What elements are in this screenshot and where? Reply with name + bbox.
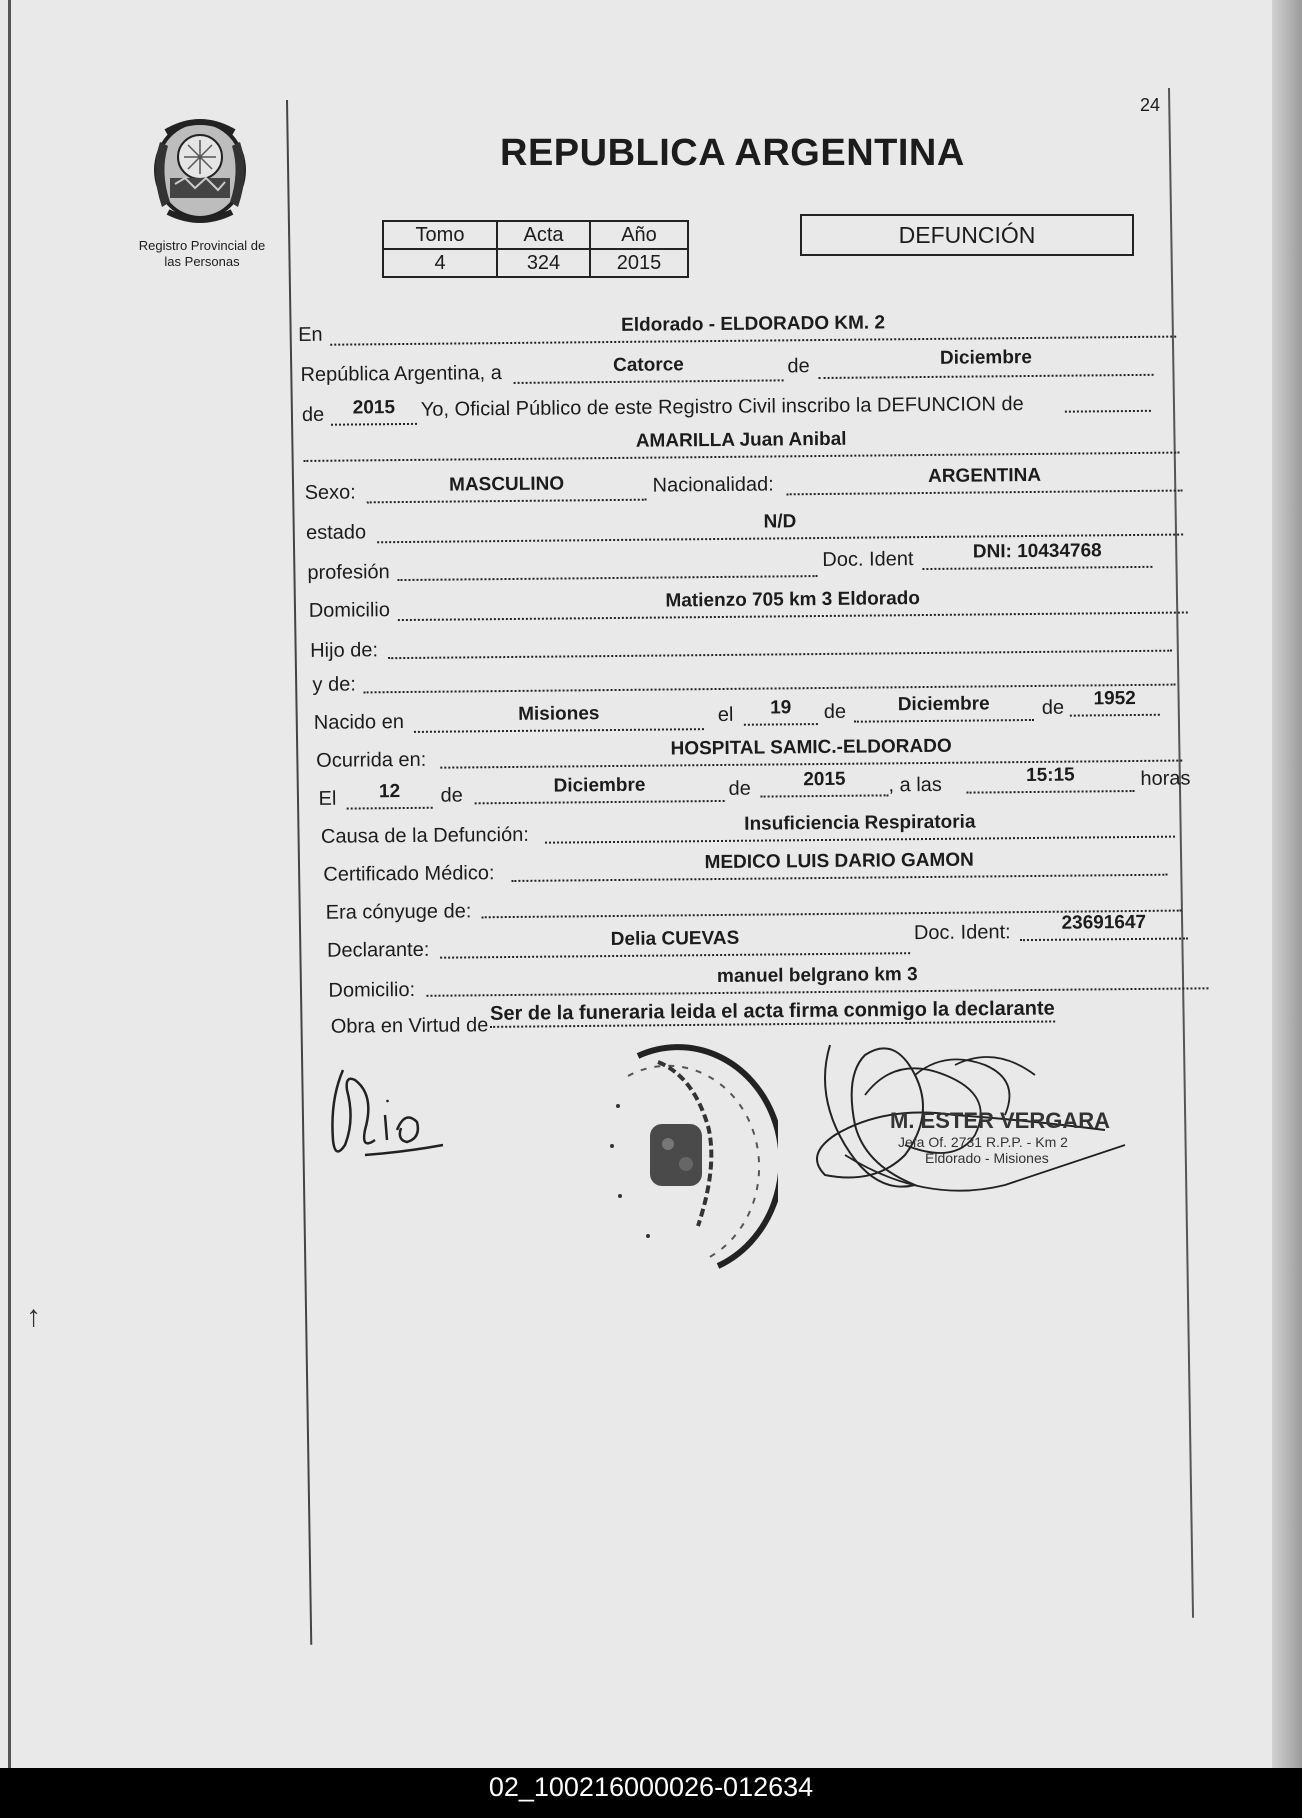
obra-value: Ser de la funeraria leida el acta firma conmigo la declarante: [490, 997, 1055, 1027]
acta-value: 324: [497, 249, 590, 277]
ocurrida-label: Ocurrida en:: [316, 748, 427, 772]
birth-month-line: [854, 719, 1034, 723]
registry-seal-icon: [598, 1036, 778, 1276]
de-label: de: [440, 784, 463, 807]
declarante-value: Delia CUEVAS: [610, 927, 740, 951]
year-line: [331, 423, 417, 426]
tomo-header: Tomo: [383, 221, 497, 249]
de-label: de: [301, 403, 325, 426]
ano-value: 2015: [590, 249, 688, 277]
declarante-domicilio-value: manuel belgrano km 3: [716, 964, 918, 988]
stamp-official-title: Jefa Of. 2731 R.P.P. - Km 2: [898, 1134, 1068, 1150]
birth-year-value: 1952: [1093, 687, 1136, 710]
death-month-line: [475, 800, 725, 804]
a-las-label: , a las: [888, 773, 942, 797]
oficial-text: Yo, Oficial Público de este Registro Civil inscribo la DEFUNCION de: [420, 393, 1024, 421]
birth-day-line: [744, 723, 818, 726]
death-year-value: 2015: [803, 768, 846, 791]
sexo-value: MASCULINO: [448, 473, 565, 496]
nacido-en-value: Misiones: [518, 703, 600, 725]
acta-header: Acta: [497, 221, 590, 249]
causa-value: Insuficiencia Respiratoria: [744, 811, 976, 835]
causa-line: [545, 836, 1175, 844]
nacionalidad-label: Nacionalidad:: [652, 473, 774, 497]
republica-label: República Argentina, a: [300, 362, 502, 386]
record-type-box: DEFUNCIÓN: [800, 214, 1134, 256]
declarante-label: Declarante:: [326, 938, 430, 962]
doc-ident-label: Doc. Ident: [822, 548, 914, 571]
death-day-value: 12: [378, 781, 401, 803]
place-value: Eldorado - ELDORADO KM. 2: [621, 312, 886, 336]
y-de-line: [364, 684, 1176, 694]
de-label: de: [728, 777, 751, 800]
certificado-label: Certificado Médico:: [323, 862, 495, 886]
birth-month-value: Diciembre: [897, 693, 990, 716]
registry-label: Registro Provincial de las Personas: [138, 238, 266, 269]
de-label: de: [823, 700, 847, 723]
estado-label: estado: [305, 521, 367, 544]
doc-ident-line: [922, 566, 1152, 570]
causa-label: Causa de la Defunción:: [320, 823, 529, 848]
profesion-label: profesión: [307, 561, 390, 584]
declarant-signature: [325, 1060, 445, 1170]
stamp-official-location: Eldorado - Misiones: [925, 1150, 1049, 1166]
death-year-line: [761, 794, 889, 797]
doc-ident-value: DNI: 10434768: [972, 540, 1102, 563]
el-cap-label: El: [318, 787, 337, 810]
oficial-line: [1065, 410, 1151, 413]
hijo-de-label: Hijo de:: [310, 639, 379, 662]
stamp-official-name: M. ESTER VERGARA: [890, 1108, 1111, 1133]
deceased-name: AMARILLA Juan Anibal: [635, 428, 847, 452]
ocurrida-value: HOSPITAL SAMIC.-ELDORADO: [670, 735, 952, 760]
nacido-en-line: [414, 728, 704, 733]
margin-mark: ↑: [26, 1300, 41, 1333]
day-words-line: [514, 379, 784, 384]
death-time-value: 15:15: [1025, 764, 1075, 787]
month-line: [819, 374, 1154, 379]
horas-label: horas: [1140, 767, 1191, 790]
birth-year-line: [1070, 714, 1160, 717]
nacionalidad-value: ARGENTINA: [927, 464, 1042, 487]
sexo-label: Sexo:: [304, 481, 356, 504]
estado-value: N/D: [763, 511, 797, 533]
month-value: Diciembre: [939, 346, 1032, 369]
page-number: 24: [1140, 95, 1161, 115]
declarante-doc-value: 23691647: [1061, 911, 1147, 934]
birth-day-value: 19: [770, 697, 792, 719]
de-label: de: [787, 355, 810, 378]
footer-id: 02_100216000026-012634: [488, 1772, 814, 1802]
el-label: el: [717, 703, 734, 727]
doc-ident2-label: Doc. Ident:: [913, 921, 1011, 945]
domicilio-label: Domicilio: [308, 599, 391, 622]
en-label: En: [298, 323, 323, 347]
day-words-value: Catorce: [612, 354, 684, 376]
sexo-line: [367, 499, 647, 504]
year-value: 2015: [352, 397, 396, 419]
declarante-line: [440, 952, 910, 959]
tomo-value: 4: [383, 249, 497, 277]
nacido-en-label: Nacido en: [313, 711, 405, 734]
certificado-value: MEDICO LUIS DARIO GAMON: [704, 849, 974, 874]
de-label: de: [1041, 696, 1065, 719]
y-de-label: y de:: [312, 673, 356, 696]
obra-label: Obra en Virtud de: [330, 1014, 489, 1038]
conyuge-label: Era cónyuge de:: [325, 900, 472, 924]
nacionalidad-line: [787, 490, 1183, 496]
ano-header: Año: [590, 221, 688, 249]
document-title: REPUBLICA ARGENTINA: [500, 132, 965, 174]
domicilio2-label: Domicilio:: [328, 978, 416, 1002]
death-month-value: Diciembre: [553, 774, 646, 797]
death-time-line: [967, 790, 1135, 794]
hijo-de-line: [388, 650, 1172, 660]
declarante-doc-line: [1020, 938, 1188, 942]
profesion-line: [397, 575, 817, 581]
death-day-line: [347, 807, 433, 810]
domicilio-value: Matienzo 705 km 3 Eldorado: [665, 588, 921, 612]
